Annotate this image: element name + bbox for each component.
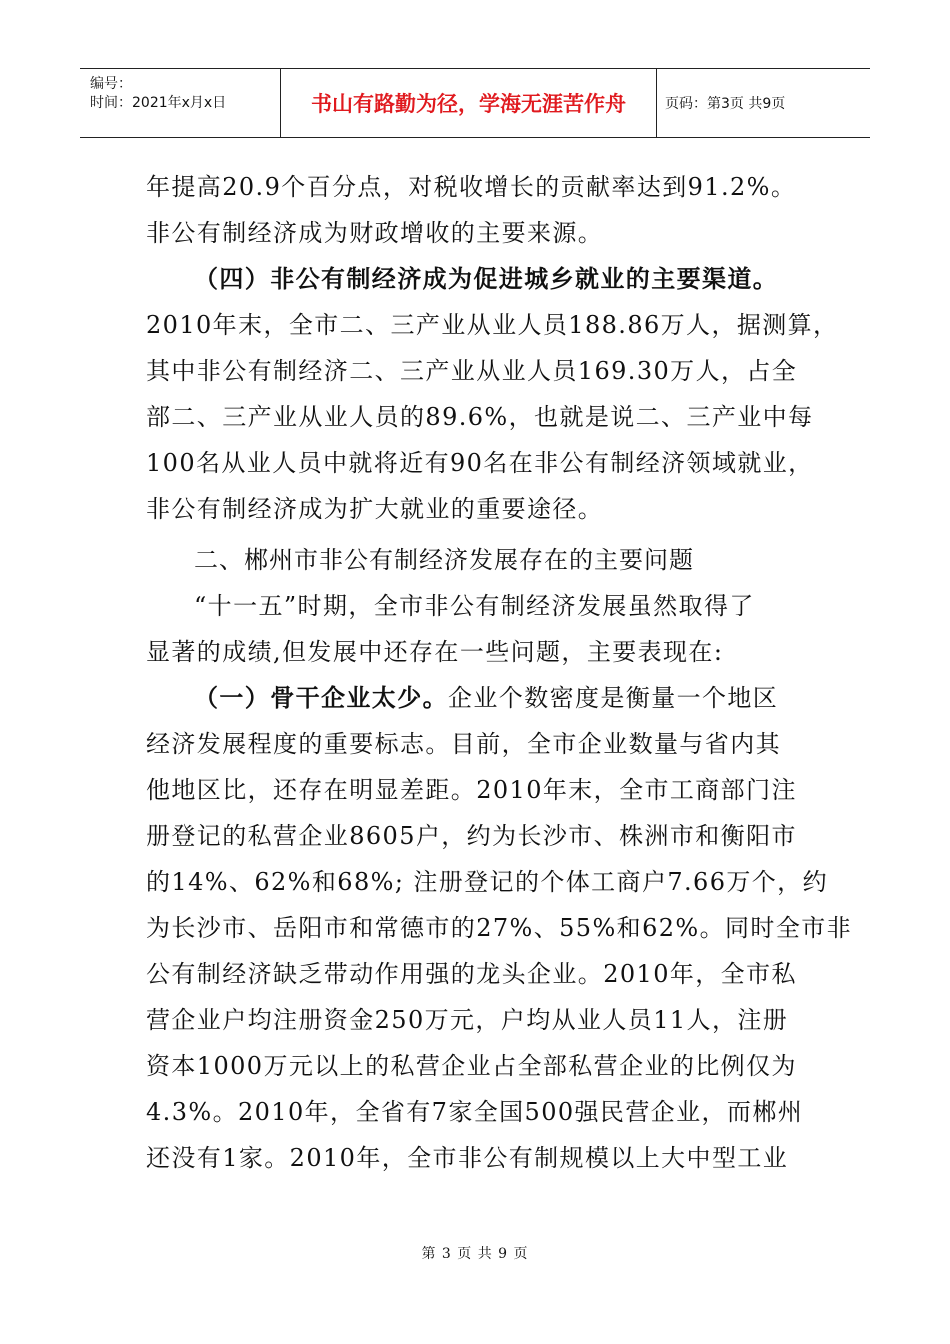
body-line: 资本1000万元以上的私营企业占全部私营企业的比例仅为 [146, 1052, 797, 1080]
body-text: 企业个数密度是衡量一个地区 [448, 684, 779, 712]
body-line: 非公有制经济成为财政增收的主要来源。 [146, 219, 604, 247]
body-line: 为长沙市、岳阳市和常德市的27%、55%和62%。同时全市非 [146, 914, 853, 942]
body-line: 册登记的私营企业8605户，约为长沙市、株洲市和衡阳市 [146, 822, 797, 850]
page-footer: 第 3 页 共 9 页 [421, 1246, 529, 1262]
body-line: 2010年末，全市二、三产业从业人员188.86万人，据测算， [146, 311, 839, 339]
body-line: 年提高20.9个百分点，对税收增长的贡献率达到91.2%。 [146, 173, 797, 201]
body-line: 4.3%。2010年，全省有7家全国500强民营企业，而郴州 [146, 1098, 804, 1126]
header-page-info: 页码：第3页 共9页 [665, 96, 786, 112]
body-line: 显著的成绩,但发展中还存在一些问题，主要表现在: [146, 638, 724, 666]
header-motto: 书山有路勤为径，学海无涯苦作舟 [311, 92, 626, 116]
header-meta-cell [80, 69, 280, 137]
subsection-heading: （一）骨干企业太少。 [194, 683, 448, 712]
document-date-label: 时间：2021年x月x日 [90, 95, 227, 111]
body-line: 经济发展程度的重要标志。目前，全市企业数量与省内其 [146, 730, 781, 758]
body-line: “十一五”时期，全市非公有制经济发展虽然取得了 [194, 592, 755, 620]
body-line: 营企业户均注册资金250万元，户均从业人员11人，注册 [146, 1006, 789, 1034]
body-line: 的14%、62%和68%; 注册登记的个体工商户7.66万个，约 [146, 868, 828, 896]
body-line: 他地区比，还存在明显差距。2010年末，全市工商部门注 [146, 776, 797, 804]
body-line: 100名从业人员中就将近有90名在非公有制经济领域就业， [146, 449, 814, 477]
section-heading: （四）非公有制经济成为促进城乡就业的主要渠道。 [194, 264, 779, 293]
document-body [146, 164, 853, 1181]
paragraph-start [146, 675, 811, 721]
body-line: 其中非公有制经济二、三产业从业人员169.30万人，占全 [146, 357, 798, 385]
body-line: 非公有制经济成为扩大就业的重要途径。 [146, 495, 604, 523]
chapter-heading: 二、郴州市非公有制经济发展存在的主要问题 [194, 546, 694, 574]
body-line: 公有制经济缺乏带动作用强的龙头企业。2010年，全市私 [146, 960, 797, 988]
header-table [80, 68, 870, 138]
body-line: 还没有1家。2010年，全市非公有制规模以上大中型工业 [146, 1144, 789, 1172]
body-line: 部二、三产业从业人员的89.6%，也就是说二、三产业中每 [146, 403, 814, 431]
document-number-label: 编号： [90, 76, 132, 92]
